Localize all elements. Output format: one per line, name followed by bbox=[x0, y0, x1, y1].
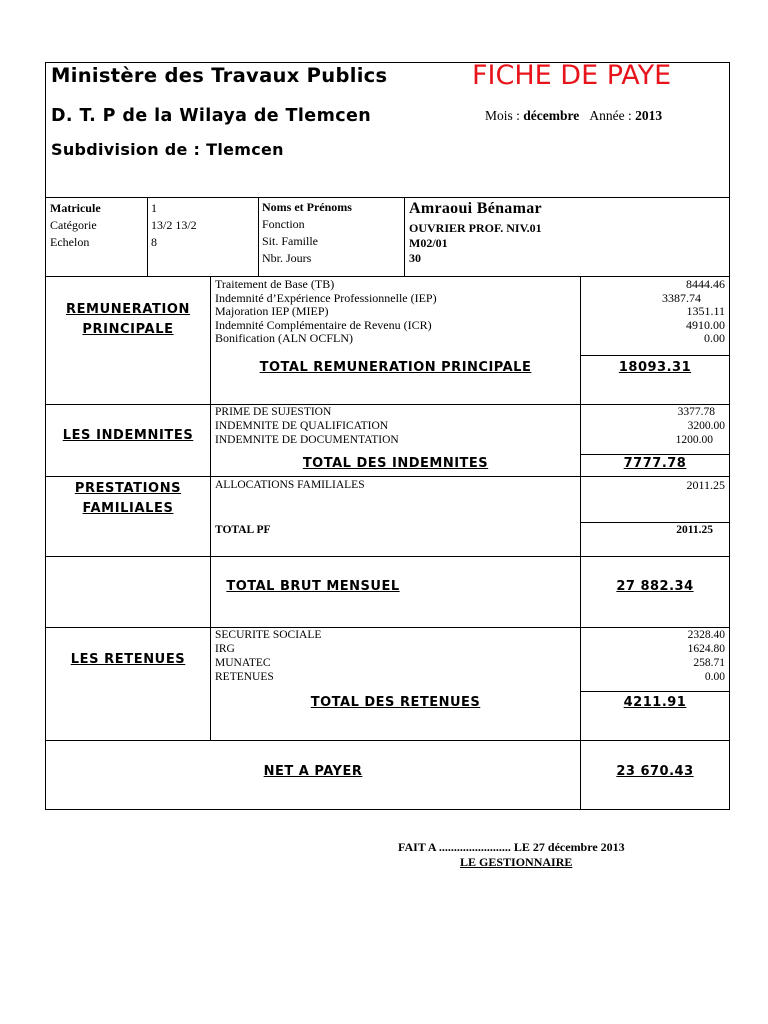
mois-label: Mois bbox=[485, 108, 513, 123]
total-brut-label: TOTAL BRUT MENSUEL bbox=[226, 579, 400, 594]
total-pf-value: 2011.25 bbox=[676, 524, 713, 536]
total-remuneration-value: 18093.31 bbox=[618, 360, 692, 375]
remuneration-title-1: REMUNERATION bbox=[65, 302, 191, 317]
subdivision-title: Subdivision de : Tlemcen bbox=[51, 140, 284, 159]
section-indemnites: LES INDEMNITES bbox=[62, 428, 194, 443]
period: Mois : décembre Année : 2013 bbox=[485, 108, 663, 123]
prestations-title-2: FAMILIALES bbox=[82, 501, 174, 516]
prestations-title-1: PRESTATIONS bbox=[74, 481, 182, 496]
matricule-value: 1 bbox=[151, 201, 157, 215]
mois-value: décembre bbox=[523, 108, 580, 123]
gestionnaire-signature: LE GESTIONNAIRE bbox=[460, 855, 573, 869]
ret-item-label: IRG bbox=[215, 643, 235, 655]
total-retenues-value: 4211.91 bbox=[623, 695, 687, 710]
nbr-jours-value: 30 bbox=[409, 251, 421, 265]
sit-famille-label: Sit. Famille bbox=[262, 234, 319, 248]
categorie-label: Catégorie bbox=[50, 218, 97, 232]
ministry-title: Ministère des Travaux Publics bbox=[51, 64, 388, 87]
rem-item-label: Traitement de Base (TB) bbox=[215, 277, 335, 291]
allocations-label: ALLOCATIONS FAMILIALES bbox=[215, 479, 365, 491]
net-a-payer-label: NET A PAYER bbox=[263, 764, 363, 779]
total-pf-label: TOTAL PF bbox=[215, 524, 271, 536]
remuneration-title-2: PRINCIPALE bbox=[82, 322, 174, 337]
document-title: FICHE DE PAYE bbox=[472, 60, 672, 91]
rem-item-label: Bonification (ALN OCFLN) bbox=[215, 331, 353, 345]
sit-famille-value: M02/01 bbox=[409, 236, 448, 250]
rem-item-label: Indemnité Complémentaire de Revenu (ICR) bbox=[215, 317, 432, 332]
ret-item-label: RETENUES bbox=[215, 671, 274, 683]
ind-item-label: PRIME DE SUJESTION bbox=[215, 406, 332, 418]
section-retenues: LES RETENUES bbox=[70, 652, 186, 667]
noms-label: Noms et Prénoms bbox=[262, 200, 352, 214]
indemnites-labels bbox=[215, 405, 399, 447]
fonction-value: OUVRIER PROF. NIV.01 bbox=[409, 221, 542, 235]
ret-item-value: 1624.80 bbox=[687, 643, 725, 655]
total-indemnites-value: 7777.78 bbox=[623, 456, 687, 471]
ret-item-value: 0.00 bbox=[704, 671, 725, 683]
retenues-labels bbox=[215, 628, 321, 684]
ind-item-label: INDEMNITE DE QUALIFICATION bbox=[215, 420, 389, 432]
ind-item-value: 1200.00 bbox=[675, 434, 713, 446]
retenues-values bbox=[582, 628, 725, 684]
ind-item-label: INDEMNITE DE DOCUMENTATION bbox=[215, 434, 399, 446]
rem-item-value: 4910.00 bbox=[686, 317, 725, 332]
dtp-title: D. T. P de la Wilaya de Tlemcen bbox=[51, 106, 372, 126]
echelon-label: Echelon bbox=[50, 235, 90, 249]
remuneration-values bbox=[582, 278, 725, 346]
annee-value: 2013 bbox=[635, 108, 663, 123]
total-retenues-label: TOTAL DES RETENUES bbox=[310, 695, 481, 710]
fait-a-line: FAIT A ........................ LE 27 décembre 2013 bbox=[398, 840, 625, 854]
rem-item-value: 3387.74 bbox=[662, 290, 701, 305]
nbr-jours-label: Nbr. Jours bbox=[262, 251, 312, 265]
annee-label: Année bbox=[589, 108, 625, 123]
rem-item-value: 1351.11 bbox=[686, 304, 725, 318]
allocations-value: 2011.25 bbox=[686, 478, 725, 492]
rem-item-value: 0.00 bbox=[704, 331, 725, 345]
total-remuneration-label: TOTAL REMUNERATION PRINCIPALE bbox=[259, 360, 532, 375]
rem-item-label: Indemnité d’Expérience Professionnelle (IEP) bbox=[215, 290, 437, 305]
total-indemnites-label: TOTAL DES INDEMNITES bbox=[302, 456, 489, 471]
ret-item-value: 258.71 bbox=[693, 657, 725, 669]
employee-name: Amraoui Bénamar bbox=[409, 200, 542, 217]
ind-item-value: 3377.78 bbox=[677, 406, 715, 418]
ind-item-value: 3200.00 bbox=[687, 420, 725, 432]
categorie-value: 13/2 13/2 bbox=[151, 218, 197, 232]
net-a-payer-value: 23 670.43 bbox=[616, 764, 694, 779]
rem-item-label: Majoration IEP (MIEP) bbox=[215, 304, 329, 318]
matricule-label: Matricule bbox=[50, 201, 101, 215]
ret-item-value: 2328.40 bbox=[687, 629, 725, 641]
rem-item-value: 8444.46 bbox=[686, 277, 725, 291]
indemnites-values bbox=[582, 405, 725, 447]
section-prestations bbox=[46, 479, 210, 519]
ret-item-label: MUNATEC bbox=[215, 657, 271, 669]
remuneration-labels bbox=[215, 278, 437, 346]
echelon-value: 8 bbox=[151, 235, 157, 249]
ret-item-label: SECURITE SOCIALE bbox=[215, 629, 322, 641]
fonction-label: Fonction bbox=[262, 217, 305, 231]
section-remuneration bbox=[46, 300, 210, 340]
total-brut-value: 27 882.34 bbox=[616, 579, 694, 594]
